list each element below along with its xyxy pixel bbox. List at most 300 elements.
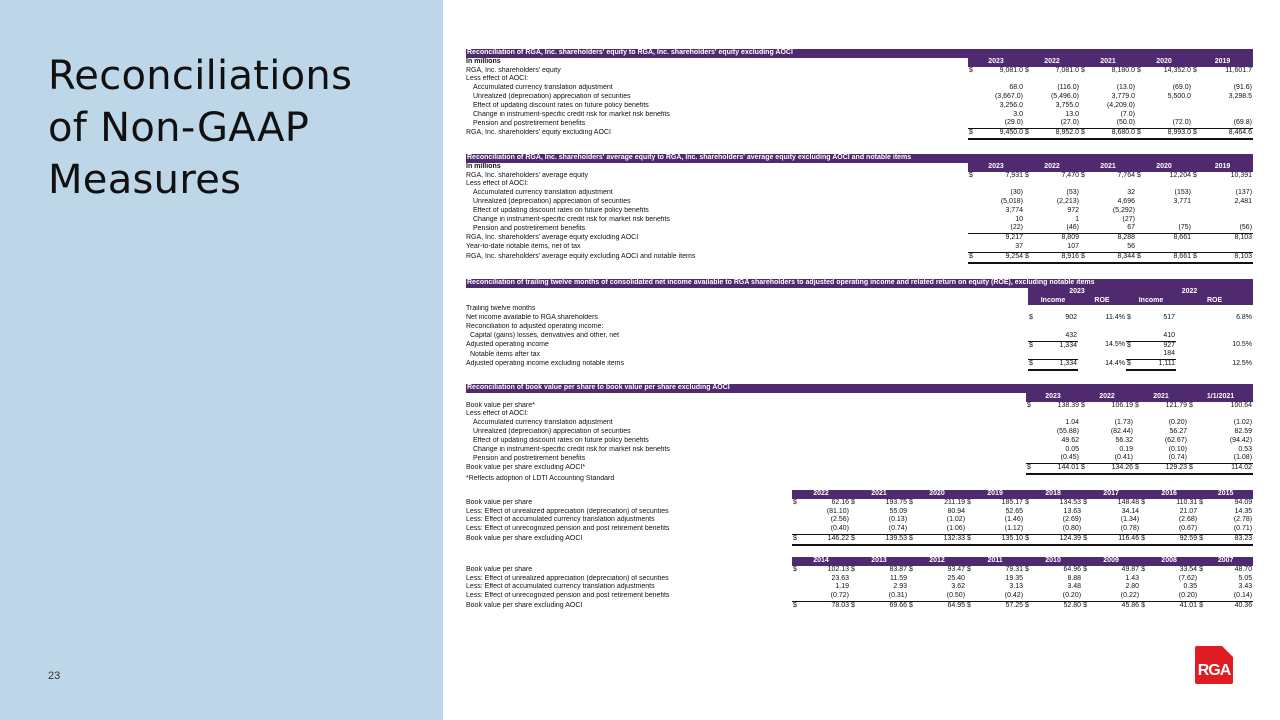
- currency-symbol: $: [793, 565, 797, 573]
- table-row: [466, 198, 1253, 207]
- cell-value: 12.5%: [1232, 360, 1253, 368]
- cell-value: 1.04: [1065, 419, 1079, 427]
- currency-symbol: $: [1136, 129, 1144, 139]
- cell-value: 8,809: [1061, 234, 1079, 242]
- row-label: Change in instrument-specific credit risk for market risk benefits: [473, 215, 670, 223]
- cell-value: 2.80: [1125, 583, 1140, 591]
- cell-value: (1.06): [916, 525, 966, 534]
- cell-value: 8,993.0: [1144, 129, 1192, 139]
- table-row: [466, 67, 1253, 76]
- row-label: Unrealized (depreciation) appreciation of securities: [473, 427, 631, 435]
- cell-value: [1200, 207, 1253, 216]
- currency-symbol: $: [1024, 252, 1032, 262]
- cell-value: (0.71): [1206, 525, 1253, 534]
- cell-value: 0.19: [1119, 445, 1133, 453]
- row-label: Unrealized (depreciation) appreciation of securities: [473, 197, 631, 205]
- cell-value: (56): [1200, 224, 1253, 233]
- table-title: Reconciliation of RGA, Inc. shareholders' average equity to RGA, Inc. shareholders' average equity excluding AOCI and notable items: [466, 154, 1253, 163]
- cell-value: (91.6): [1233, 84, 1252, 92]
- cell-value: 8,916: [1032, 252, 1080, 262]
- row-label: Less: Effect of accumulated currency translation adjustments: [466, 516, 655, 524]
- cell-value: (116.0): [1057, 84, 1079, 92]
- cell-value: 41.01: [1179, 601, 1198, 609]
- year-header: 2017: [1082, 490, 1140, 499]
- cell-value: 45.86: [1121, 601, 1140, 609]
- cell-value: (1.46): [1004, 516, 1024, 524]
- row-label: Pension and postretirement benefits: [473, 454, 586, 462]
- currency-symbol: $: [1029, 314, 1033, 322]
- year-header: 2022: [1126, 288, 1253, 297]
- row-label: Adjusted operating income excluding notable items: [466, 360, 624, 368]
- currency-symbol: $: [1025, 498, 1029, 506]
- cell-value: (75): [1144, 224, 1192, 233]
- table-row: [466, 592, 1253, 601]
- currency-symbol: $: [966, 534, 974, 544]
- cell-value: 10.5%: [1232, 341, 1253, 349]
- cell-value: (1.73): [1114, 419, 1133, 427]
- cell-value: 52.65: [1005, 507, 1024, 515]
- cell-value: 106.19: [1111, 401, 1133, 409]
- cell-value: 902: [1065, 314, 1077, 322]
- cell-value: 972: [1067, 206, 1079, 214]
- cell-value: 3,771: [1173, 197, 1191, 205]
- cell-value: 1,334: [1036, 360, 1078, 370]
- page-number: 23: [48, 670, 61, 682]
- table-row: [466, 119, 1253, 128]
- row-label: Book value per share: [466, 498, 533, 506]
- currency-symbol: $: [1193, 66, 1197, 74]
- row-label: Less effect of AOCI:: [466, 180, 529, 188]
- cell-value: 32: [1127, 189, 1135, 197]
- currency-symbol: $: [1080, 464, 1088, 474]
- cell-value: (94.42): [1229, 436, 1253, 444]
- cell-value: (69.8): [1200, 119, 1253, 128]
- cell-value: 0.05: [1065, 445, 1079, 453]
- cell-value: 48.70: [1234, 565, 1253, 573]
- year-header: 2022: [1024, 163, 1080, 172]
- currency-symbol: $: [967, 601, 971, 609]
- table-row: [466, 180, 1253, 189]
- cell-value: 8,952.0: [1032, 129, 1080, 139]
- year-header: 2010: [1024, 557, 1082, 566]
- row-label: Less: Effect of accumulated currency translation adjustments: [466, 583, 655, 591]
- currency-symbol: $: [1135, 401, 1139, 409]
- table-row: [466, 234, 1253, 243]
- cell-value: (0.13): [888, 516, 908, 524]
- cell-value: (0.41): [1088, 454, 1134, 463]
- row-label: Accumulated currency translation adjustment: [473, 84, 613, 92]
- cell-value: 23.63: [831, 574, 850, 582]
- year-header: 2016: [1140, 490, 1198, 499]
- cell-value: [1200, 102, 1253, 111]
- cell-value: 4,696: [1117, 197, 1135, 205]
- currency-symbol: $: [1028, 360, 1036, 370]
- currency-symbol: $: [909, 601, 913, 609]
- table-row: [466, 499, 1253, 508]
- year-header: 2019: [1192, 163, 1253, 172]
- currency-symbol: $: [967, 565, 971, 573]
- table-row: [466, 341, 1253, 350]
- currency-symbol: $: [1188, 464, 1196, 474]
- currency-symbol: $: [1127, 341, 1131, 349]
- currency-symbol: $: [1192, 252, 1200, 262]
- cell-value: [1144, 243, 1192, 252]
- year-header: 2011: [966, 557, 1024, 566]
- currency-symbol: $: [968, 129, 976, 139]
- cell-value: (0.74): [1142, 454, 1188, 463]
- cell-value: (46): [1032, 224, 1080, 233]
- cell-value: 79.31: [1005, 565, 1024, 573]
- table-row: [466, 601, 1253, 610]
- table-row: [466, 102, 1253, 111]
- currency-symbol: $: [1199, 498, 1204, 506]
- cell-value: (0.20): [1032, 592, 1082, 601]
- currency-symbol: $: [1137, 171, 1141, 179]
- year-header: 2021: [850, 490, 908, 499]
- cell-value: 8,344: [1088, 252, 1136, 262]
- currency-symbol: $: [1081, 401, 1085, 409]
- cell-value: 14.35: [1234, 507, 1253, 515]
- currency-symbol: $: [1025, 66, 1029, 74]
- currency-symbol: $: [1134, 464, 1142, 474]
- year-header: 2014: [792, 557, 850, 566]
- row-label: RGA, Inc. shareholders' average equity excluding AOCI and notable items: [466, 253, 696, 261]
- table-row: [466, 583, 1253, 592]
- equity-reconciliation-section: [466, 49, 1253, 140]
- cell-value: 52.80: [1063, 601, 1082, 609]
- cell-value: 100.64: [1230, 401, 1253, 409]
- row-label: Change in instrument-specific credit risk for market risk benefits: [473, 445, 670, 453]
- title-line-3: Measures: [48, 157, 242, 203]
- cell-value: 3,298.5: [1228, 92, 1252, 100]
- cell-value: 9,450.0: [976, 129, 1024, 139]
- cell-value: 146.22: [800, 534, 850, 544]
- cell-value: 139.53: [858, 534, 908, 544]
- year-header: 2019: [966, 490, 1024, 499]
- cell-value: 8,180.0: [1111, 66, 1135, 74]
- column-header: ROE: [1176, 297, 1253, 306]
- table-row: [466, 332, 1253, 341]
- cell-value: 37: [976, 243, 1024, 252]
- table-row: [466, 566, 1253, 575]
- cell-value: (2.69): [1062, 516, 1082, 524]
- table-row: [466, 84, 1253, 93]
- cell-value: 2.93: [893, 583, 908, 591]
- currency-symbol: $: [1141, 565, 1145, 573]
- cell-value: 83.23: [1206, 534, 1253, 544]
- row-label: Pension and postretirement benefits: [473, 224, 586, 232]
- table-row: [466, 446, 1253, 455]
- cell-value: 57.25: [1005, 601, 1024, 609]
- currency-symbol: $: [1024, 129, 1032, 139]
- cell-value: 1,334: [1059, 341, 1077, 349]
- currency-symbol: $: [1141, 498, 1145, 506]
- cell-value: (0.10): [1168, 445, 1187, 453]
- cell-value: 5.05: [1238, 574, 1253, 582]
- year-header: 2013: [850, 557, 908, 566]
- row-label: Adjusted operating income: [466, 341, 549, 349]
- cell-value: (72.0): [1144, 119, 1192, 128]
- cell-value: (2.78): [1233, 516, 1253, 524]
- cell-value: [1200, 111, 1253, 120]
- cell-value: (5,018): [1000, 197, 1023, 205]
- table-row: [466, 402, 1253, 411]
- cell-value: 8,288: [1117, 234, 1135, 242]
- cell-value: (0.20): [1168, 419, 1187, 427]
- table-row: [466, 314, 1253, 323]
- currency-symbol: $: [793, 601, 797, 609]
- cell-value: 94.09: [1234, 498, 1253, 506]
- table-row: [466, 207, 1253, 216]
- currency-symbol: $: [850, 534, 858, 544]
- row-label: Reconciliation to adjusted operating income:: [466, 322, 604, 330]
- year-header: 2023: [1026, 393, 1080, 402]
- cell-value: (4,209.0): [1106, 101, 1135, 109]
- row-label: RGA, Inc. shareholders' equity excluding AOCI: [466, 129, 611, 137]
- cell-value: 5,500.0: [1167, 92, 1191, 100]
- table-row: [466, 360, 1253, 370]
- cell-value: (1.08): [1196, 454, 1253, 463]
- cell-value: 55.09: [889, 507, 908, 515]
- cell-value: (82.44): [1110, 427, 1133, 435]
- currency-symbol: $: [909, 498, 913, 506]
- cell-value: 10: [1015, 215, 1023, 223]
- cell-value: (81.10): [826, 507, 850, 515]
- currency-symbol: $: [1189, 401, 1193, 409]
- cell-value: (22): [976, 224, 1024, 233]
- row-label: Unrealized (depreciation) appreciation of securities: [473, 92, 631, 100]
- cell-value: 1.19: [835, 583, 850, 591]
- cell-value: 83.87: [889, 565, 908, 573]
- cell-value: 134.53: [1059, 498, 1082, 506]
- cell-value: 8,661: [1173, 234, 1191, 242]
- title-line-1: Reconciliations: [48, 53, 353, 99]
- cell-value: (0.14): [1206, 592, 1253, 601]
- cell-value: (1.02): [1233, 419, 1253, 427]
- row-label: Less: Effect of unrecognized pension and post retirement benefits: [466, 592, 670, 600]
- cell-value: 3,755.0: [1055, 101, 1079, 109]
- cell-value: 64.95: [947, 601, 966, 609]
- currency-symbol: $: [1126, 360, 1134, 370]
- table-row: [466, 534, 1253, 544]
- cell-value: (7.0): [1120, 110, 1135, 118]
- table-row: [466, 454, 1253, 463]
- table-row: [466, 464, 1253, 474]
- cell-value: 56.27: [1169, 427, 1187, 435]
- cell-value: 78.03: [831, 601, 850, 609]
- row-label: Book value per share excluding AOCI*: [466, 464, 586, 472]
- table-row: [466, 252, 1253, 262]
- year-header: 2020: [1136, 163, 1192, 172]
- cell-value: 92.59: [1148, 534, 1198, 544]
- cell-value: 1.43: [1125, 574, 1140, 582]
- cell-value: [1200, 216, 1253, 225]
- year-header: 2022: [1080, 393, 1134, 402]
- roe-table: [466, 279, 1253, 371]
- cell-value: (137): [1235, 189, 1253, 197]
- row-label: Year-to-date notable items, net of tax: [466, 243, 581, 251]
- currency-symbol: $: [1081, 171, 1085, 179]
- year-header: 2007: [1198, 557, 1253, 566]
- book-value-table: [466, 384, 1253, 484]
- cell-value: 132.33: [916, 534, 966, 544]
- year-header: 2021: [1080, 58, 1136, 67]
- year-header: 2021: [1080, 163, 1136, 172]
- cell-value: (7.62): [1178, 574, 1198, 582]
- average-equity-table: [466, 154, 1253, 264]
- cell-value: 8,103: [1234, 234, 1253, 242]
- cell-value: 0.53: [1238, 445, 1253, 453]
- table-row: [466, 428, 1253, 437]
- cell-value: (0.50): [916, 592, 966, 601]
- year-header: 2008: [1140, 557, 1198, 566]
- cell-value: 8,103: [1200, 252, 1253, 262]
- title-line-2: of Non-GAAP: [48, 105, 310, 151]
- cell-value: 67: [1088, 224, 1136, 233]
- currency-symbol: $: [1136, 252, 1144, 262]
- row-label: Capital (gains) losses, derivatives and other, net: [470, 332, 620, 340]
- cell-value: (5,292): [1112, 206, 1135, 214]
- cell-value: 80.94: [947, 507, 966, 515]
- table-title: Reconciliation of RGA, Inc. shareholders' equity to RGA, Inc. shareholders' equity excluding AOCI: [466, 49, 1253, 58]
- currency-symbol: $: [1140, 534, 1148, 544]
- table-row: [466, 437, 1253, 446]
- currency-symbol: $: [968, 252, 976, 262]
- cell-value: 21.07: [1179, 507, 1198, 515]
- footnote: *Reflects adoption of LDTI Accounting Standard: [466, 474, 615, 482]
- currency-symbol: $: [793, 498, 797, 506]
- cell-value: 2,481: [1234, 197, 1253, 205]
- table-row: [466, 111, 1253, 120]
- currency-symbol: $: [1029, 341, 1033, 349]
- cell-value: 121.79: [1165, 401, 1187, 409]
- table-row: [466, 525, 1253, 534]
- historical-book-value-table-2: [466, 557, 1253, 611]
- cell-value: 102.13: [827, 565, 850, 573]
- table-row: [466, 93, 1253, 102]
- cell-value: 3,256.0: [999, 101, 1023, 109]
- cell-value: 13.0: [1065, 110, 1079, 118]
- row-label: Change in instrument-specific credit risk for market risk benefits: [473, 110, 670, 118]
- cell-value: 185.17: [1001, 498, 1024, 506]
- cell-value: 62.16: [831, 498, 850, 506]
- average-equity-section: [466, 154, 1253, 264]
- row-label: Less: Effect of unrealized appreciation (depreciation) of securities: [466, 574, 669, 582]
- cell-value: 432: [1036, 332, 1078, 341]
- cell-value: (0.74): [858, 525, 908, 534]
- cell-value: (27): [1122, 215, 1135, 223]
- cell-value: (13.0): [1116, 84, 1135, 92]
- book-value-section: [466, 384, 1253, 484]
- cell-value: [1200, 243, 1253, 252]
- cell-value: [1144, 216, 1192, 225]
- row-label: Book value per share excluding AOCI: [466, 535, 583, 543]
- cell-value: (30): [1010, 189, 1023, 197]
- year-header: 2023: [968, 163, 1024, 172]
- units-label: In millions: [466, 162, 501, 170]
- cell-value: 3,779.0: [1111, 92, 1135, 100]
- cell-value: 9,254: [976, 252, 1024, 262]
- cell-value: 114.02: [1196, 464, 1253, 474]
- cell-value: 1,111: [1134, 360, 1176, 370]
- row-label: Book value per share: [466, 565, 533, 573]
- cell-value: (53): [1066, 189, 1079, 197]
- cell-value: 68.0: [1009, 84, 1023, 92]
- row-label: RGA, Inc. shareholders' average equity excluding AOCI: [466, 233, 639, 241]
- cell-value: 64.96: [1063, 565, 1082, 573]
- cell-value: 7,081.0: [1055, 66, 1079, 74]
- table-row: [466, 172, 1253, 181]
- cell-value: 56.32: [1115, 436, 1133, 444]
- row-label: RGA, Inc. shareholders' equity: [466, 66, 561, 74]
- year-header: 2023: [968, 58, 1024, 67]
- year-header: 2018: [1024, 490, 1082, 499]
- year-header: 2015: [1198, 490, 1253, 499]
- rga-logo-text: RGA: [1197, 662, 1231, 679]
- table-row: [466, 410, 1253, 419]
- table-row: [466, 305, 1253, 314]
- cell-value: 193.75: [885, 498, 908, 506]
- cell-value: 11.59: [890, 574, 908, 582]
- currency-symbol: $: [909, 565, 913, 573]
- cell-value: 124.39: [1032, 534, 1082, 544]
- slide-title: [48, 50, 352, 206]
- table-row: [466, 189, 1253, 198]
- year-header: 1/1/2021: [1188, 393, 1253, 402]
- cell-value: 410: [1134, 332, 1176, 341]
- cell-value: 49.87: [1121, 565, 1140, 573]
- cell-value: (50.0): [1088, 119, 1136, 128]
- currency-symbol: $: [1025, 601, 1029, 609]
- currency-symbol: $: [1081, 66, 1085, 74]
- year-header: 2021: [1134, 393, 1188, 402]
- cell-value: 56: [1088, 243, 1136, 252]
- row-label: Notable items after tax: [470, 350, 541, 358]
- cell-value: 135.10: [974, 534, 1024, 544]
- currency-symbol: $: [1198, 534, 1206, 544]
- cell-value: (1.34): [1120, 516, 1140, 524]
- cell-value: 11.4%: [1105, 314, 1125, 322]
- column-header: ROE: [1078, 297, 1126, 306]
- cell-value: 25.40: [947, 574, 966, 582]
- cell-value: (0.78): [1090, 525, 1140, 534]
- row-label: Effect of updating discount rates on future policy benefits: [473, 436, 649, 444]
- cell-value: 129.23: [1142, 464, 1188, 474]
- row-label: Pension and postretirement benefits: [473, 119, 586, 127]
- table-row: [466, 575, 1253, 584]
- cell-value: 9,081.0: [999, 66, 1023, 74]
- cell-value: (0.42): [974, 592, 1024, 601]
- cell-value: 34.14: [1121, 507, 1140, 515]
- currency-symbol: $: [967, 498, 971, 506]
- cell-value: 14.5%: [1105, 341, 1125, 349]
- cell-value: 8,464.6: [1200, 129, 1253, 139]
- currency-symbol: $: [792, 534, 800, 544]
- row-label: Less effect of AOCI:: [466, 75, 529, 83]
- year-header: 2022: [1024, 58, 1080, 67]
- currency-symbol: $: [1083, 601, 1087, 609]
- currency-symbol: $: [908, 534, 916, 544]
- column-header: Income: [1028, 297, 1078, 306]
- cell-value: 11,601.7: [1225, 66, 1252, 74]
- equity-reconciliation-table: [466, 49, 1253, 140]
- cell-value: 134.26: [1088, 464, 1134, 474]
- cell-value: 6.8%: [1236, 314, 1253, 322]
- cell-value: (0.45): [1034, 454, 1080, 463]
- cell-value: [1144, 111, 1192, 120]
- cell-value: 7,470: [1061, 171, 1079, 179]
- row-label: Less: Effect of unrealized appreciation (depreciation) of securities: [466, 507, 669, 515]
